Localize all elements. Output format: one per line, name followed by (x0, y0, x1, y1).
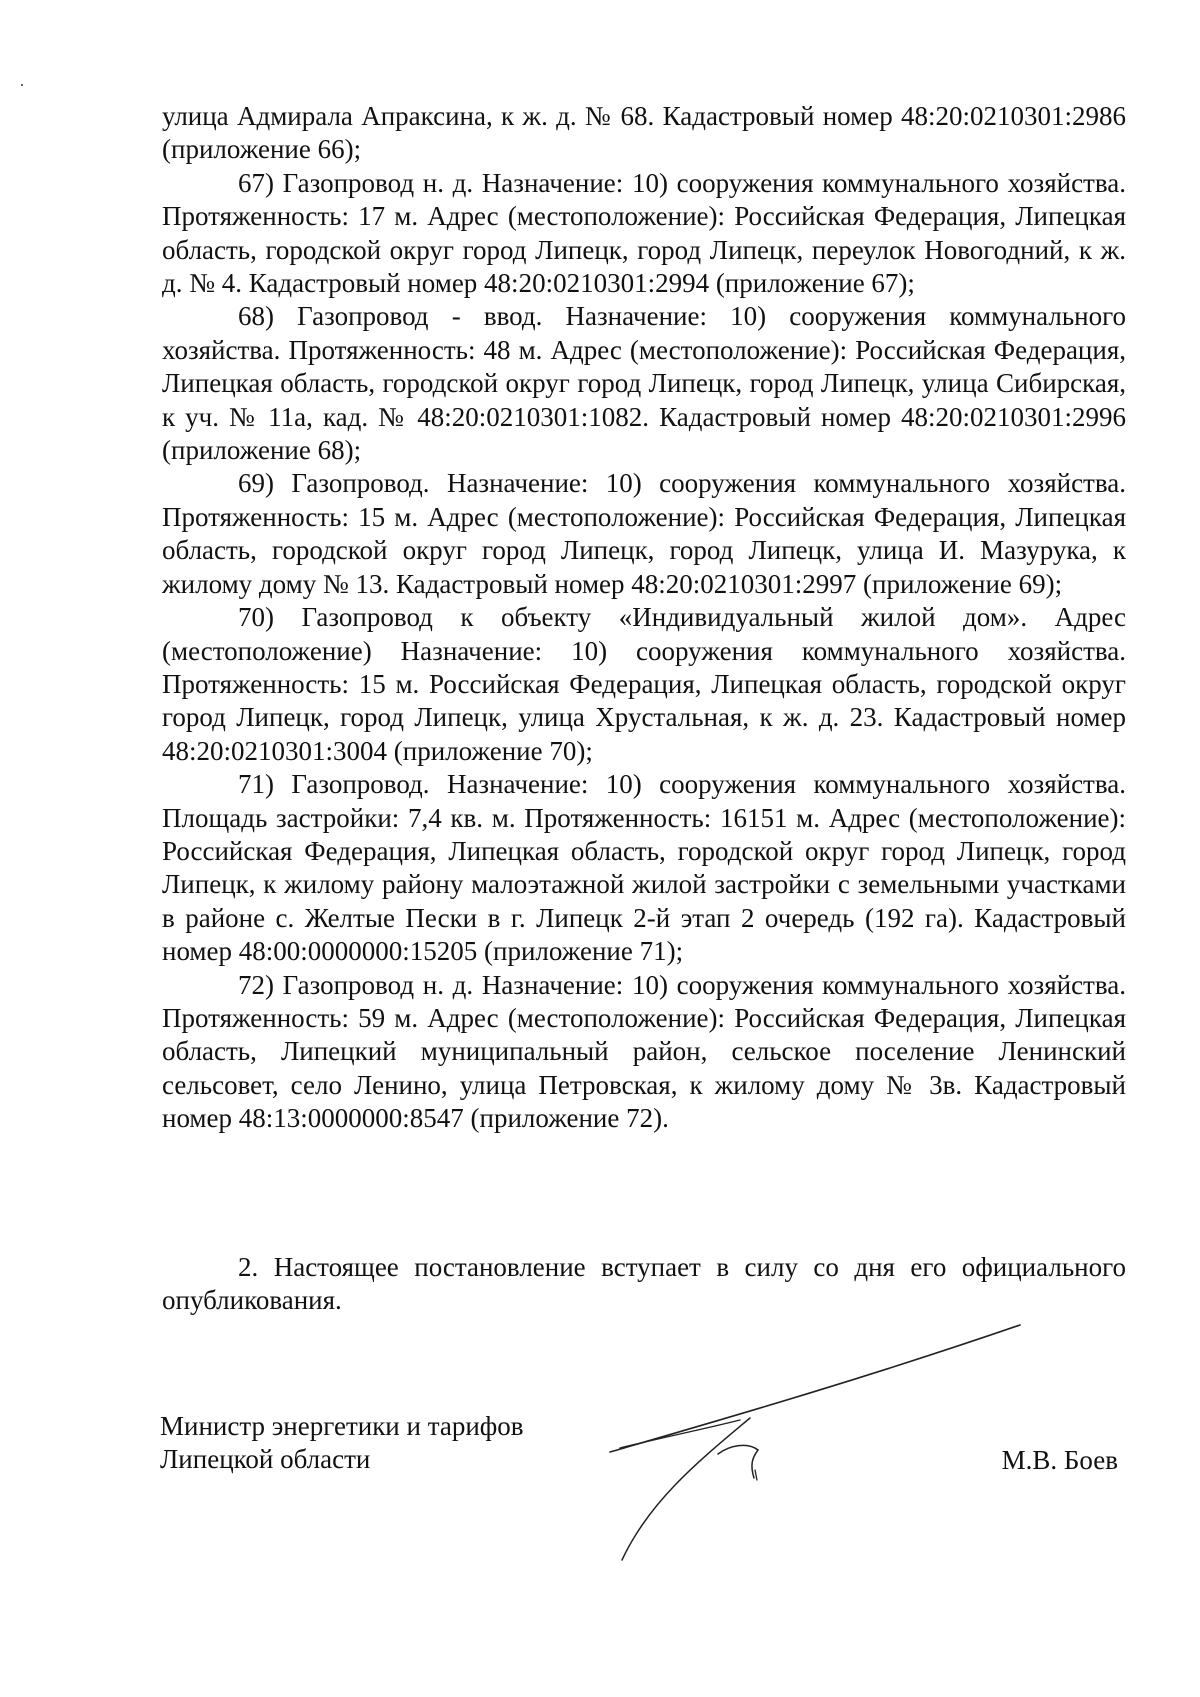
clause-2: 2. Настоящее постановление вступает в силу со дня его официального опубликования. (162, 1252, 1126, 1316)
signer-title-line-1: Министр энергетики и тарифов (160, 1411, 524, 1441)
list-item-68: 68) Газопровод - ввод. Назначение: 10) сооружения коммунального хозяйства. Протяженность: 48 м. Адрес (местоположение): Российская Федерация, Липецкая область, городской округ город Липецк, город Липецк, улица Сибирская, к уч. № 11а, кад. № 48:20:0210301:1082. Кадастровый номер 48:20:0210301:2996 (приложение 68); (162, 301, 1126, 466)
signer-title-line-2: Липецкой области (160, 1444, 371, 1475)
signer-name: М.В. Боев (1001, 1445, 1118, 1475)
paragraph-continuation: улица Адмирала Апраксина, к ж. д. № 68. Кадастровый номер 48:20:0210301:2986 (приложение 66); (162, 101, 1126, 165)
handwritten-signature (600, 1320, 1040, 1570)
scan-speck (21, 84, 23, 86)
list-item-69: 69) Газопровод. Назначение: 10) сооружения коммунального хозяйства. Протяженность: 15 м. Адрес (местоположение): Российская Федерация, Липецкая область, городской округ город Липецк, город Липецк, улица И. Мазурука, к жилому дому № 13. Кадастровый номер 48:20:0210301:2997 (приложение 69); (162, 468, 1126, 599)
list-item-67: 67) Газопровод н. д. Назначение: 10) сооружения коммунального хозяйства. Протяженность: 17 м. Адрес (местоположение): Российская Федерация, Липецкая область, городской округ город Липецк, город Липецк, переулок Новогодний, к ж. д. № 4. Кадастровый номер 48:20:0210301:2994 (приложение 67); (162, 167, 1126, 299)
list-item-70: 70) Газопровод к объекту «Индивидуальный жилой дом». Адрес (местоположение) Назначение: 10) сооружения коммунального хозяйства. Протяженность: 15 м. Российская Федерация, Липецкая область, городской округ город Липецк, город Липецк, улица Хрустальная, к ж. д. 23. Кадастровый номер 48:20:0210301:3004 (приложение 70); (162, 602, 1126, 766)
document-body (162, 100, 1126, 1136)
list-item-72: 72) Газопровод н. д. Назначение: 10) сооружения коммунального хозяйства. Протяженность: 59 м. Адрес (местоположение): Российская Федерация, Липецкая область, Липецкий муниципальный район, сельское поселение Ленинский сельсовет, село Ленино, улица Петровская, к жилому дому № 3в. Кадастровый номер 48:13:0000000:8547 (приложение 72). (162, 969, 1126, 1134)
signer-title (160, 1410, 524, 1477)
list-item-71: 71) Газопровод. Назначение: 10) сооружения коммунального хозяйства. Площадь застройки: 7,4 кв. м. Протяженность: 16151 м. Адрес (местоположение): Российская Федерация, Липецкая область, городской округ город Липецк, город Липецк, к жилому району малоэтажной жилой застройки с земельными участками в районе с. Желтые Пески в г. Липецк 2-й этап 2 очередь (192 га). Кадастровый номер 48:00:0000000:15205 (приложение 71); (162, 769, 1126, 967)
